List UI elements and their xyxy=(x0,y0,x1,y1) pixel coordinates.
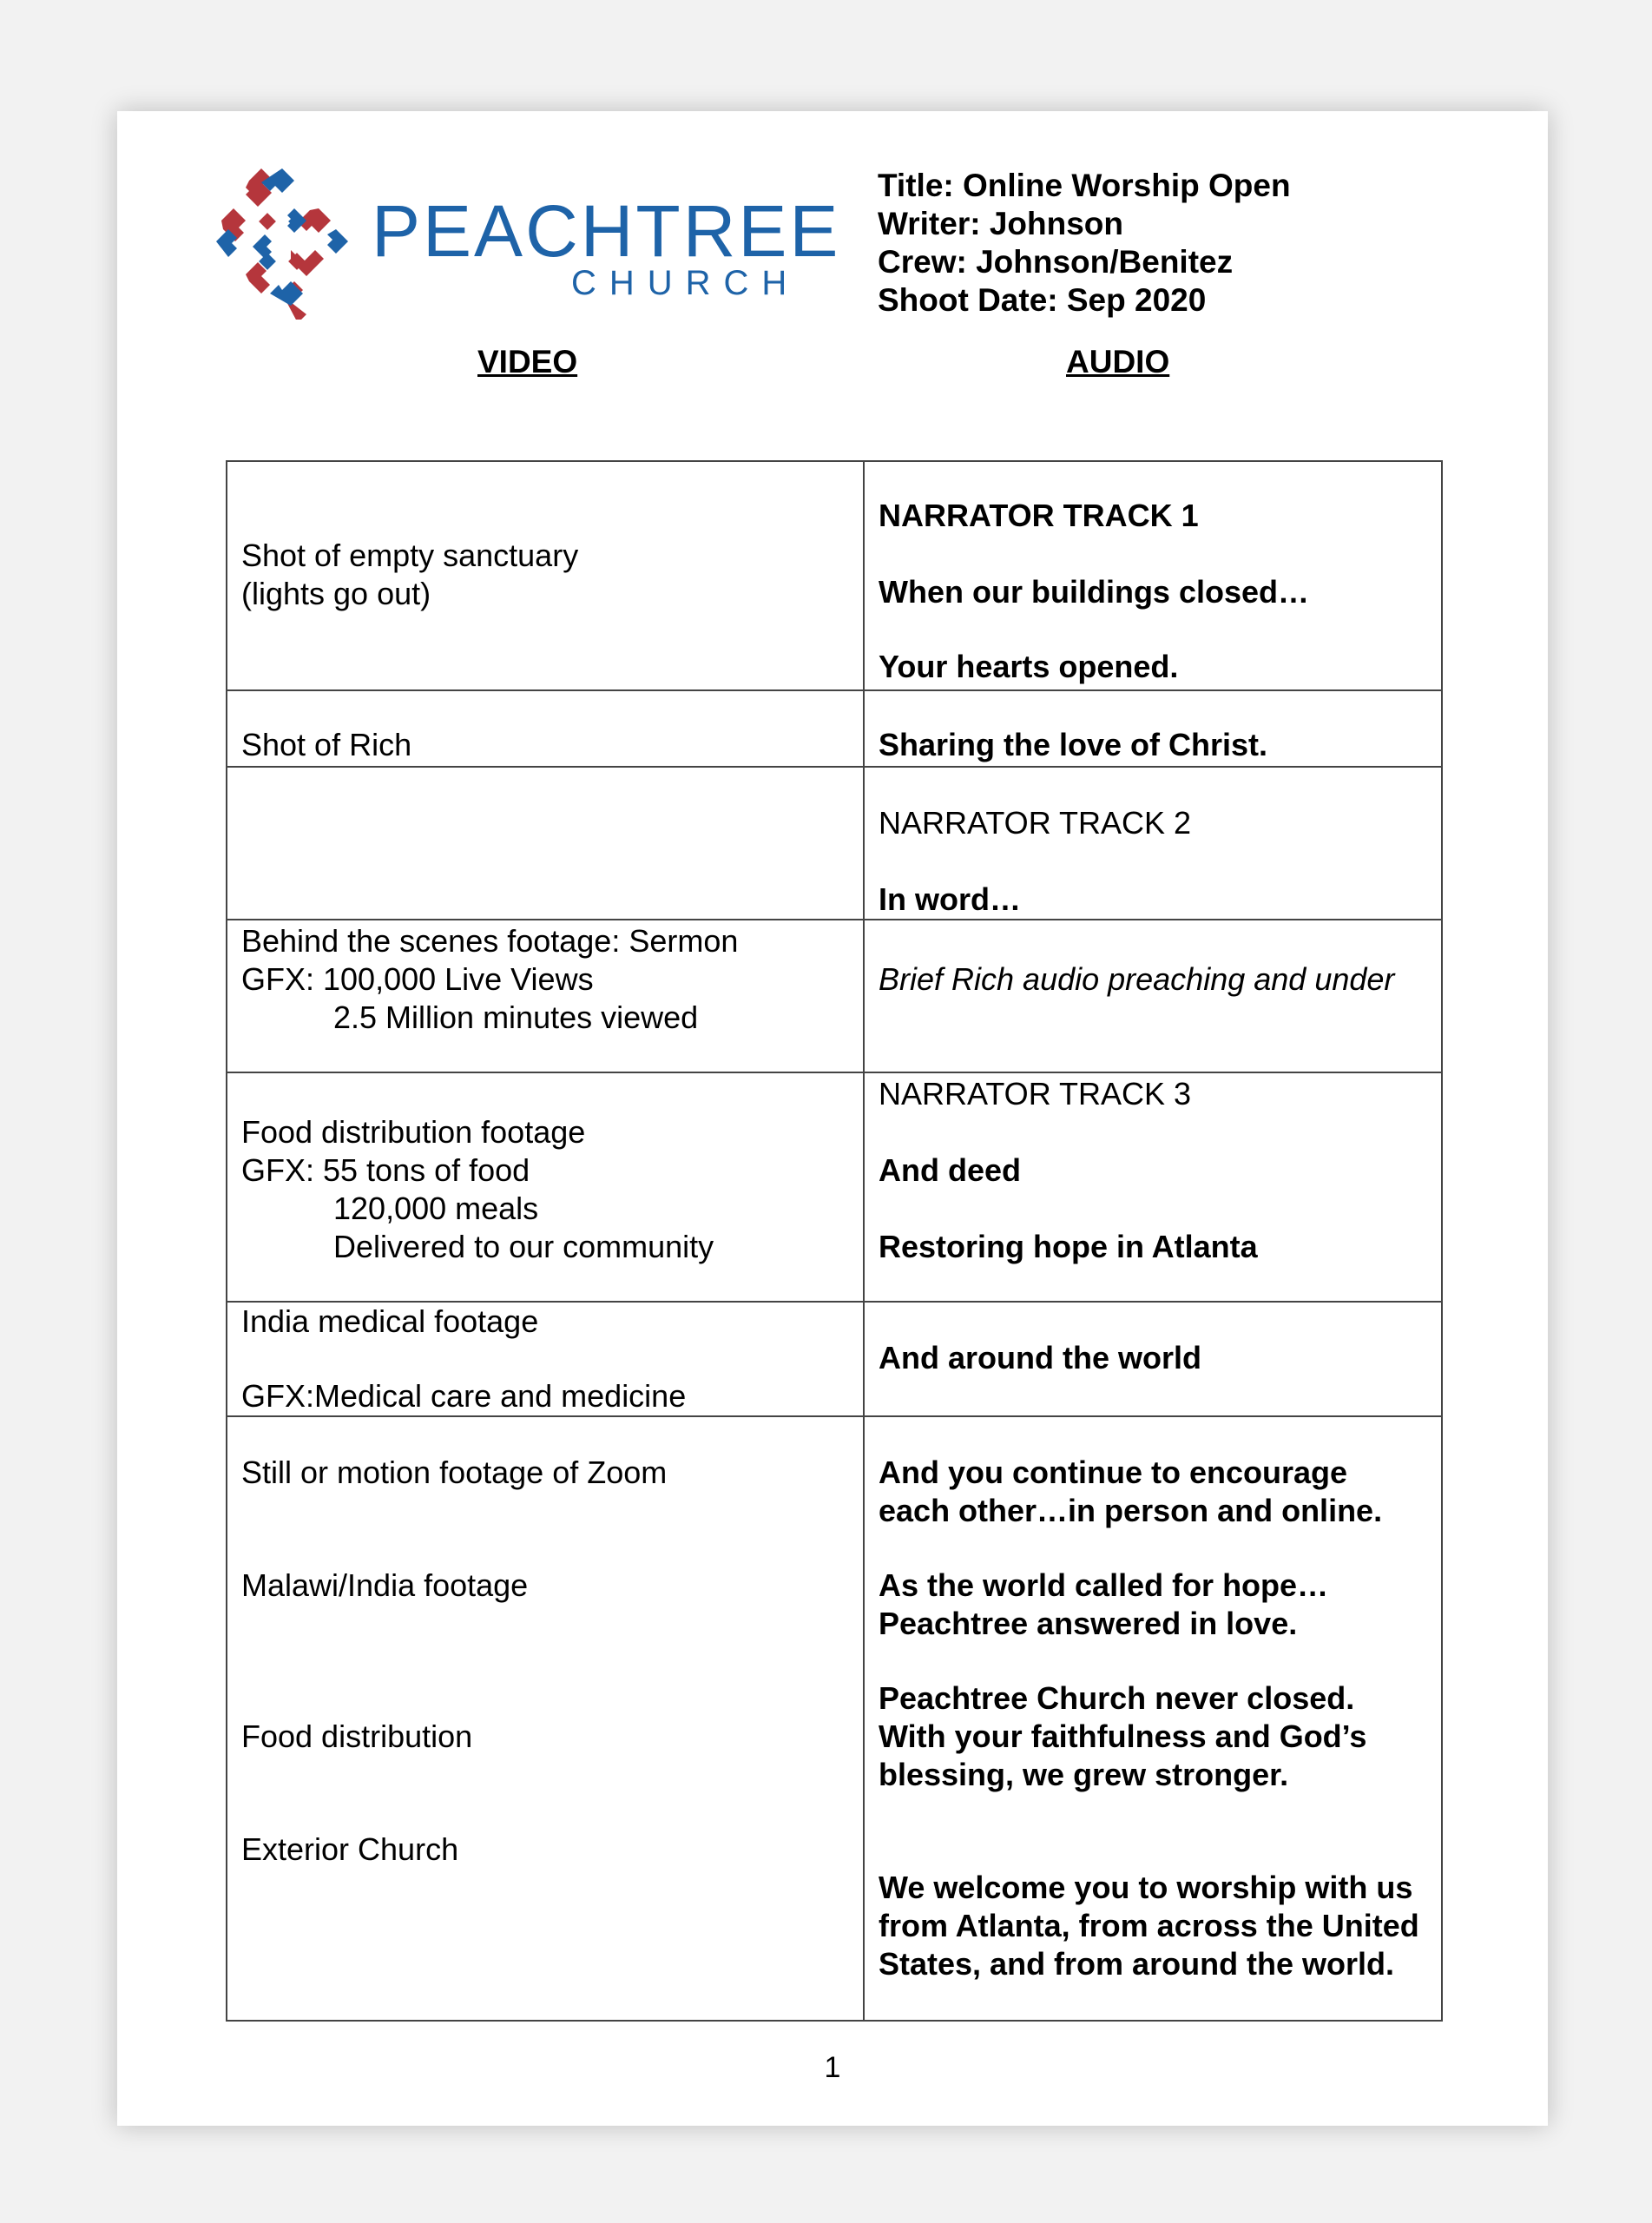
audio-cell xyxy=(864,690,1442,767)
video-line: Food distribution footage xyxy=(241,1114,586,1150)
page-number: 1 xyxy=(824,2051,841,2084)
video-line: GFX:Medical care and medicine xyxy=(241,1378,687,1414)
audio-line: NARRATOR TRACK 3 xyxy=(879,1076,1192,1112)
audio-cell xyxy=(864,767,1442,920)
table-row xyxy=(227,690,1442,767)
video-heading: VIDEO xyxy=(477,344,578,379)
video-line: Malawi/India footage xyxy=(241,1567,529,1603)
audio-line: Your hearts opened. xyxy=(879,649,1179,684)
video-line: Shot of Rich xyxy=(241,727,412,762)
writer-line: Writer: Johnson xyxy=(878,206,1123,241)
video-line: 120,000 meals xyxy=(333,1191,539,1226)
video-cell xyxy=(227,461,864,690)
video-line: Shot of empty sanctuary xyxy=(241,538,579,573)
audio-line: from Atlanta, from across the United xyxy=(879,1908,1419,1943)
cross-logo-icon xyxy=(204,163,360,320)
audio-cell xyxy=(864,461,1442,690)
video-line: India medical footage xyxy=(241,1303,539,1339)
table-row xyxy=(227,461,1442,690)
video-line: 2.5 Million minutes viewed xyxy=(333,999,699,1035)
video-cell xyxy=(227,1302,864,1416)
audio-line: In word… xyxy=(879,881,1021,917)
video-line: Still or motion footage of Zoom xyxy=(241,1455,668,1490)
audio-line: Sharing the love of Christ. xyxy=(879,727,1268,762)
video-line: Food distribution xyxy=(241,1718,473,1754)
audio-line: each other…in person and online. xyxy=(879,1493,1383,1528)
title-line: Title: Online Worship Open xyxy=(878,168,1291,203)
audio-line: blessing, we grew stronger. xyxy=(879,1757,1289,1792)
script-table xyxy=(226,460,1443,2022)
audio-cell xyxy=(864,1416,1442,2021)
audio-line: We welcome you to worship with us xyxy=(879,1870,1413,1905)
table-row xyxy=(227,920,1442,1072)
script-page xyxy=(117,111,1548,2126)
script-metadata xyxy=(878,167,1291,320)
table-row xyxy=(227,1416,1442,2021)
audio-line: States, and from around the world. xyxy=(879,1946,1395,1982)
video-line: Behind the scenes footage: Sermon xyxy=(241,923,739,959)
table-row xyxy=(227,1302,1442,1416)
video-cell xyxy=(227,1416,864,2021)
audio-cell xyxy=(864,1302,1442,1416)
audio-line: Peachtree Church never closed. xyxy=(879,1680,1355,1716)
audio-line: NARRATOR TRACK 1 xyxy=(879,498,1199,533)
audio-line: And you continue to encourage xyxy=(879,1455,1348,1490)
video-line: (lights go out) xyxy=(241,576,431,611)
video-cell xyxy=(227,767,864,920)
table-row xyxy=(227,1072,1442,1302)
shoot-date-line: Shoot Date: Sep 2020 xyxy=(878,282,1207,318)
church-logo xyxy=(204,163,841,320)
audio-line: Peachtree answered in love. xyxy=(879,1606,1298,1641)
video-line: GFX: 55 tons of food xyxy=(241,1152,530,1188)
logo-wordmark: PEACHTREE xyxy=(372,190,841,272)
video-line: GFX: 100,000 Live Views xyxy=(241,961,594,997)
audio-cell xyxy=(864,1072,1442,1302)
audio-line: With your faithfulness and God’s xyxy=(879,1718,1367,1754)
audio-line: And deed xyxy=(879,1152,1022,1188)
audio-line: NARRATOR TRACK 2 xyxy=(879,805,1192,841)
logo-subtitle: CHURCH xyxy=(571,264,800,302)
video-cell xyxy=(227,690,864,767)
audio-line: As the world called for hope… xyxy=(879,1567,1329,1603)
video-cell xyxy=(227,920,864,1072)
audio-cell xyxy=(864,920,1442,1072)
audio-line: When our buildings closed… xyxy=(879,574,1310,610)
video-cell xyxy=(227,1072,864,1302)
audio-line: Brief Rich audio preaching and under xyxy=(879,961,1395,997)
table-row xyxy=(227,767,1442,920)
video-line: Exterior Church xyxy=(241,1831,459,1867)
audio-heading: AUDIO xyxy=(1066,344,1170,379)
audio-line: And around the world xyxy=(879,1340,1201,1375)
crew-line: Crew: Johnson/Benitez xyxy=(878,244,1234,280)
video-line: Delivered to our community xyxy=(333,1229,714,1264)
audio-line: Restoring hope in Atlanta xyxy=(879,1229,1258,1264)
